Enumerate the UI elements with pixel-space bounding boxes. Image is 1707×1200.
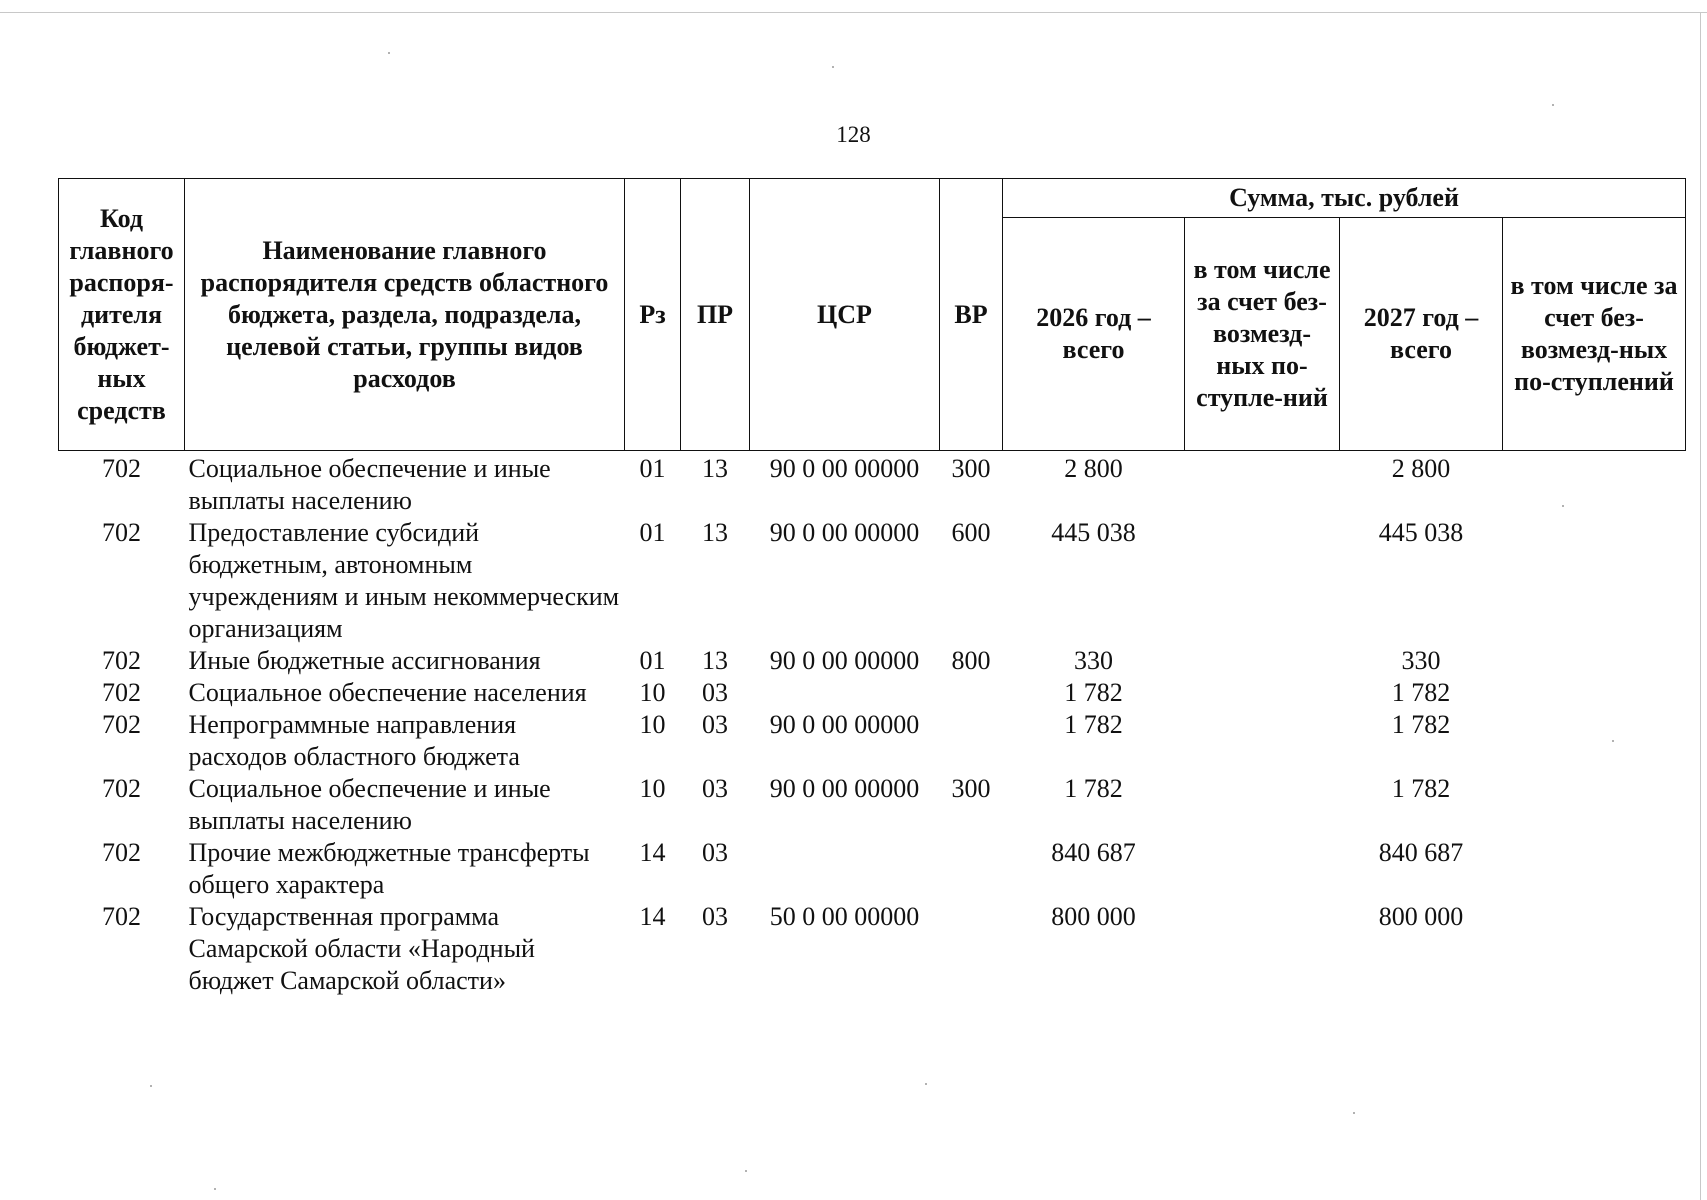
cell-name: Социальное обеспечение населения <box>188 678 587 707</box>
cell-csr: 90 0 00 00000 <box>769 774 920 803</box>
scan-speck <box>214 1188 216 1190</box>
scan-speck <box>1612 740 1614 742</box>
cell-pr: 13 <box>702 454 728 483</box>
cell-2026-total: 2 800 <box>1064 454 1123 483</box>
header-2027-total: 2027 год – всего <box>1340 218 1503 451</box>
scan-speck <box>745 1170 747 1172</box>
cell-2027-total: 1 782 <box>1391 710 1451 739</box>
cell-2027-grants <box>1503 773 1686 837</box>
scan-speck <box>150 1085 152 1087</box>
header-2027-grants: в том числе за счет без-возмезд-ных по-ступлений <box>1503 218 1686 451</box>
table-row <box>59 837 1686 901</box>
cell-csr <box>750 837 940 901</box>
cell-vr <box>940 837 1003 901</box>
cell-2026-grants <box>1185 837 1340 901</box>
cell-csr: 50 0 00 00000 <box>769 902 920 931</box>
cell-2027-grants <box>1503 451 1686 518</box>
table-row <box>59 709 1686 773</box>
scan-speck <box>1562 505 1564 507</box>
cell-code: 702 <box>102 678 141 707</box>
cell-csr <box>750 677 940 709</box>
table-body <box>59 451 1686 998</box>
cell-csr: 90 0 00 00000 <box>769 646 920 675</box>
cell-vr: 300 <box>951 774 991 803</box>
header-2026-total: 2026 год – всего <box>1003 218 1185 451</box>
cell-pr: 13 <box>702 646 728 675</box>
cell-2027-total: 1 782 <box>1391 774 1451 803</box>
cell-2026-total: 445 038 <box>1051 518 1136 547</box>
cell-2027-total: 840 687 <box>1378 838 1464 867</box>
cell-vr <box>940 901 1003 997</box>
cell-2026-grants <box>1185 773 1340 837</box>
scan-speck <box>925 1083 927 1085</box>
table-row <box>59 901 1686 997</box>
cell-2027-grants <box>1503 837 1686 901</box>
cell-name: Предоставление субсидий бюджетным, автономным учреждениям и иным некоммерческим организациям <box>188 518 620 643</box>
cell-csr: 90 0 00 00000 <box>769 454 920 483</box>
cell-rz: 14 <box>639 838 666 867</box>
cell-csr: 90 0 00 00000 <box>769 710 920 739</box>
cell-rz: 01 <box>639 646 666 675</box>
cell-2027-grants <box>1503 517 1686 645</box>
cell-2027-grants <box>1503 677 1686 709</box>
header-sum: Сумма, тыс. рублей <box>1003 179 1686 218</box>
scan-speck <box>832 66 834 68</box>
cell-pr: 03 <box>702 774 728 803</box>
table-header <box>59 179 1686 451</box>
cell-pr: 03 <box>702 678 728 707</box>
cell-2026-total: 1 782 <box>1064 774 1123 803</box>
cell-vr <box>940 677 1003 709</box>
cell-vr: 600 <box>951 518 991 547</box>
budget-table <box>58 178 1686 997</box>
table-row <box>59 517 1686 645</box>
table-row <box>59 677 1686 709</box>
cell-pr: 03 <box>702 902 728 931</box>
page-edge-right <box>1700 12 1701 1200</box>
cell-2027-total: 330 <box>1401 646 1441 675</box>
cell-code: 702 <box>102 518 141 547</box>
cell-2027-grants <box>1503 645 1686 677</box>
cell-2026-total: 840 687 <box>1051 838 1136 867</box>
cell-pr: 03 <box>702 710 728 739</box>
page-number: 128 <box>836 122 871 147</box>
cell-name: Государственная программа Самарской области «Народный бюджет Самарской области» <box>188 902 535 995</box>
cell-name: Непрограммные направления расходов областного бюджета <box>188 710 520 771</box>
cell-2026-total: 800 000 <box>1051 902 1136 931</box>
cell-2026-total: 1 782 <box>1064 710 1123 739</box>
cell-code: 702 <box>102 774 141 803</box>
cell-2027-total: 445 038 <box>1378 518 1464 547</box>
cell-rz: 10 <box>639 678 666 707</box>
table-row <box>59 773 1686 837</box>
cell-name: Иные бюджетные ассигнования <box>188 646 541 675</box>
table-row <box>59 451 1686 518</box>
cell-2026-grants <box>1185 517 1340 645</box>
cell-2027-grants <box>1503 901 1686 997</box>
cell-name: Социальное обеспечение и иные выплаты населению <box>188 454 551 515</box>
header-name: Наименование главного распорядителя средств областного бюджета, раздела, подраздела, целевой статьи, группы видов расходов <box>185 179 625 451</box>
cell-2027-total: 1 782 <box>1391 678 1451 707</box>
cell-2026-total: 1 782 <box>1064 678 1123 707</box>
cell-2027-total: 2 800 <box>1391 454 1451 483</box>
cell-pr: 13 <box>702 518 728 547</box>
cell-code: 702 <box>102 646 141 675</box>
cell-rz: 01 <box>639 454 666 483</box>
cell-2026-grants <box>1185 901 1340 997</box>
cell-2027-grants <box>1503 709 1686 773</box>
header-2026-grants: в том числе за счет без-возмезд-ных по-ступле-ний <box>1185 218 1340 451</box>
cell-vr: 800 <box>951 646 991 675</box>
cell-vr <box>940 709 1003 773</box>
cell-2026-grants <box>1185 677 1340 709</box>
cell-rz: 01 <box>639 518 666 547</box>
header-rz: Рз <box>625 179 681 451</box>
cell-rz: 14 <box>639 902 666 931</box>
header-csr: ЦСР <box>750 179 940 451</box>
scan-speck <box>388 52 390 54</box>
scan-speck <box>1353 1112 1355 1114</box>
table-row <box>59 645 1686 677</box>
cell-rz: 10 <box>639 710 666 739</box>
cell-code: 702 <box>102 902 141 931</box>
cell-2026-total: 330 <box>1074 646 1113 675</box>
cell-pr: 03 <box>702 838 728 867</box>
cell-2026-grants <box>1185 645 1340 677</box>
cell-rz: 10 <box>639 774 666 803</box>
page-edge-top <box>0 12 1707 13</box>
scan-speck <box>1552 104 1554 106</box>
cell-code: 702 <box>102 838 141 867</box>
cell-code: 702 <box>102 454 141 483</box>
cell-vr: 300 <box>951 454 991 483</box>
cell-2026-grants <box>1185 709 1340 773</box>
cell-name: Прочие межбюджетные трансферты общего характера <box>188 838 590 899</box>
header-pr: ПР <box>681 179 750 451</box>
cell-csr: 90 0 00 00000 <box>769 518 920 547</box>
cell-2027-total: 800 000 <box>1378 902 1464 931</box>
cell-code: 702 <box>102 710 141 739</box>
cell-2026-grants <box>1185 451 1340 518</box>
header-code: Код главного распоря-дителя бюджет-ных средств <box>59 179 185 451</box>
cell-name: Социальное обеспечение и иные выплаты населению <box>188 774 551 835</box>
header-vr: ВР <box>940 179 1003 451</box>
